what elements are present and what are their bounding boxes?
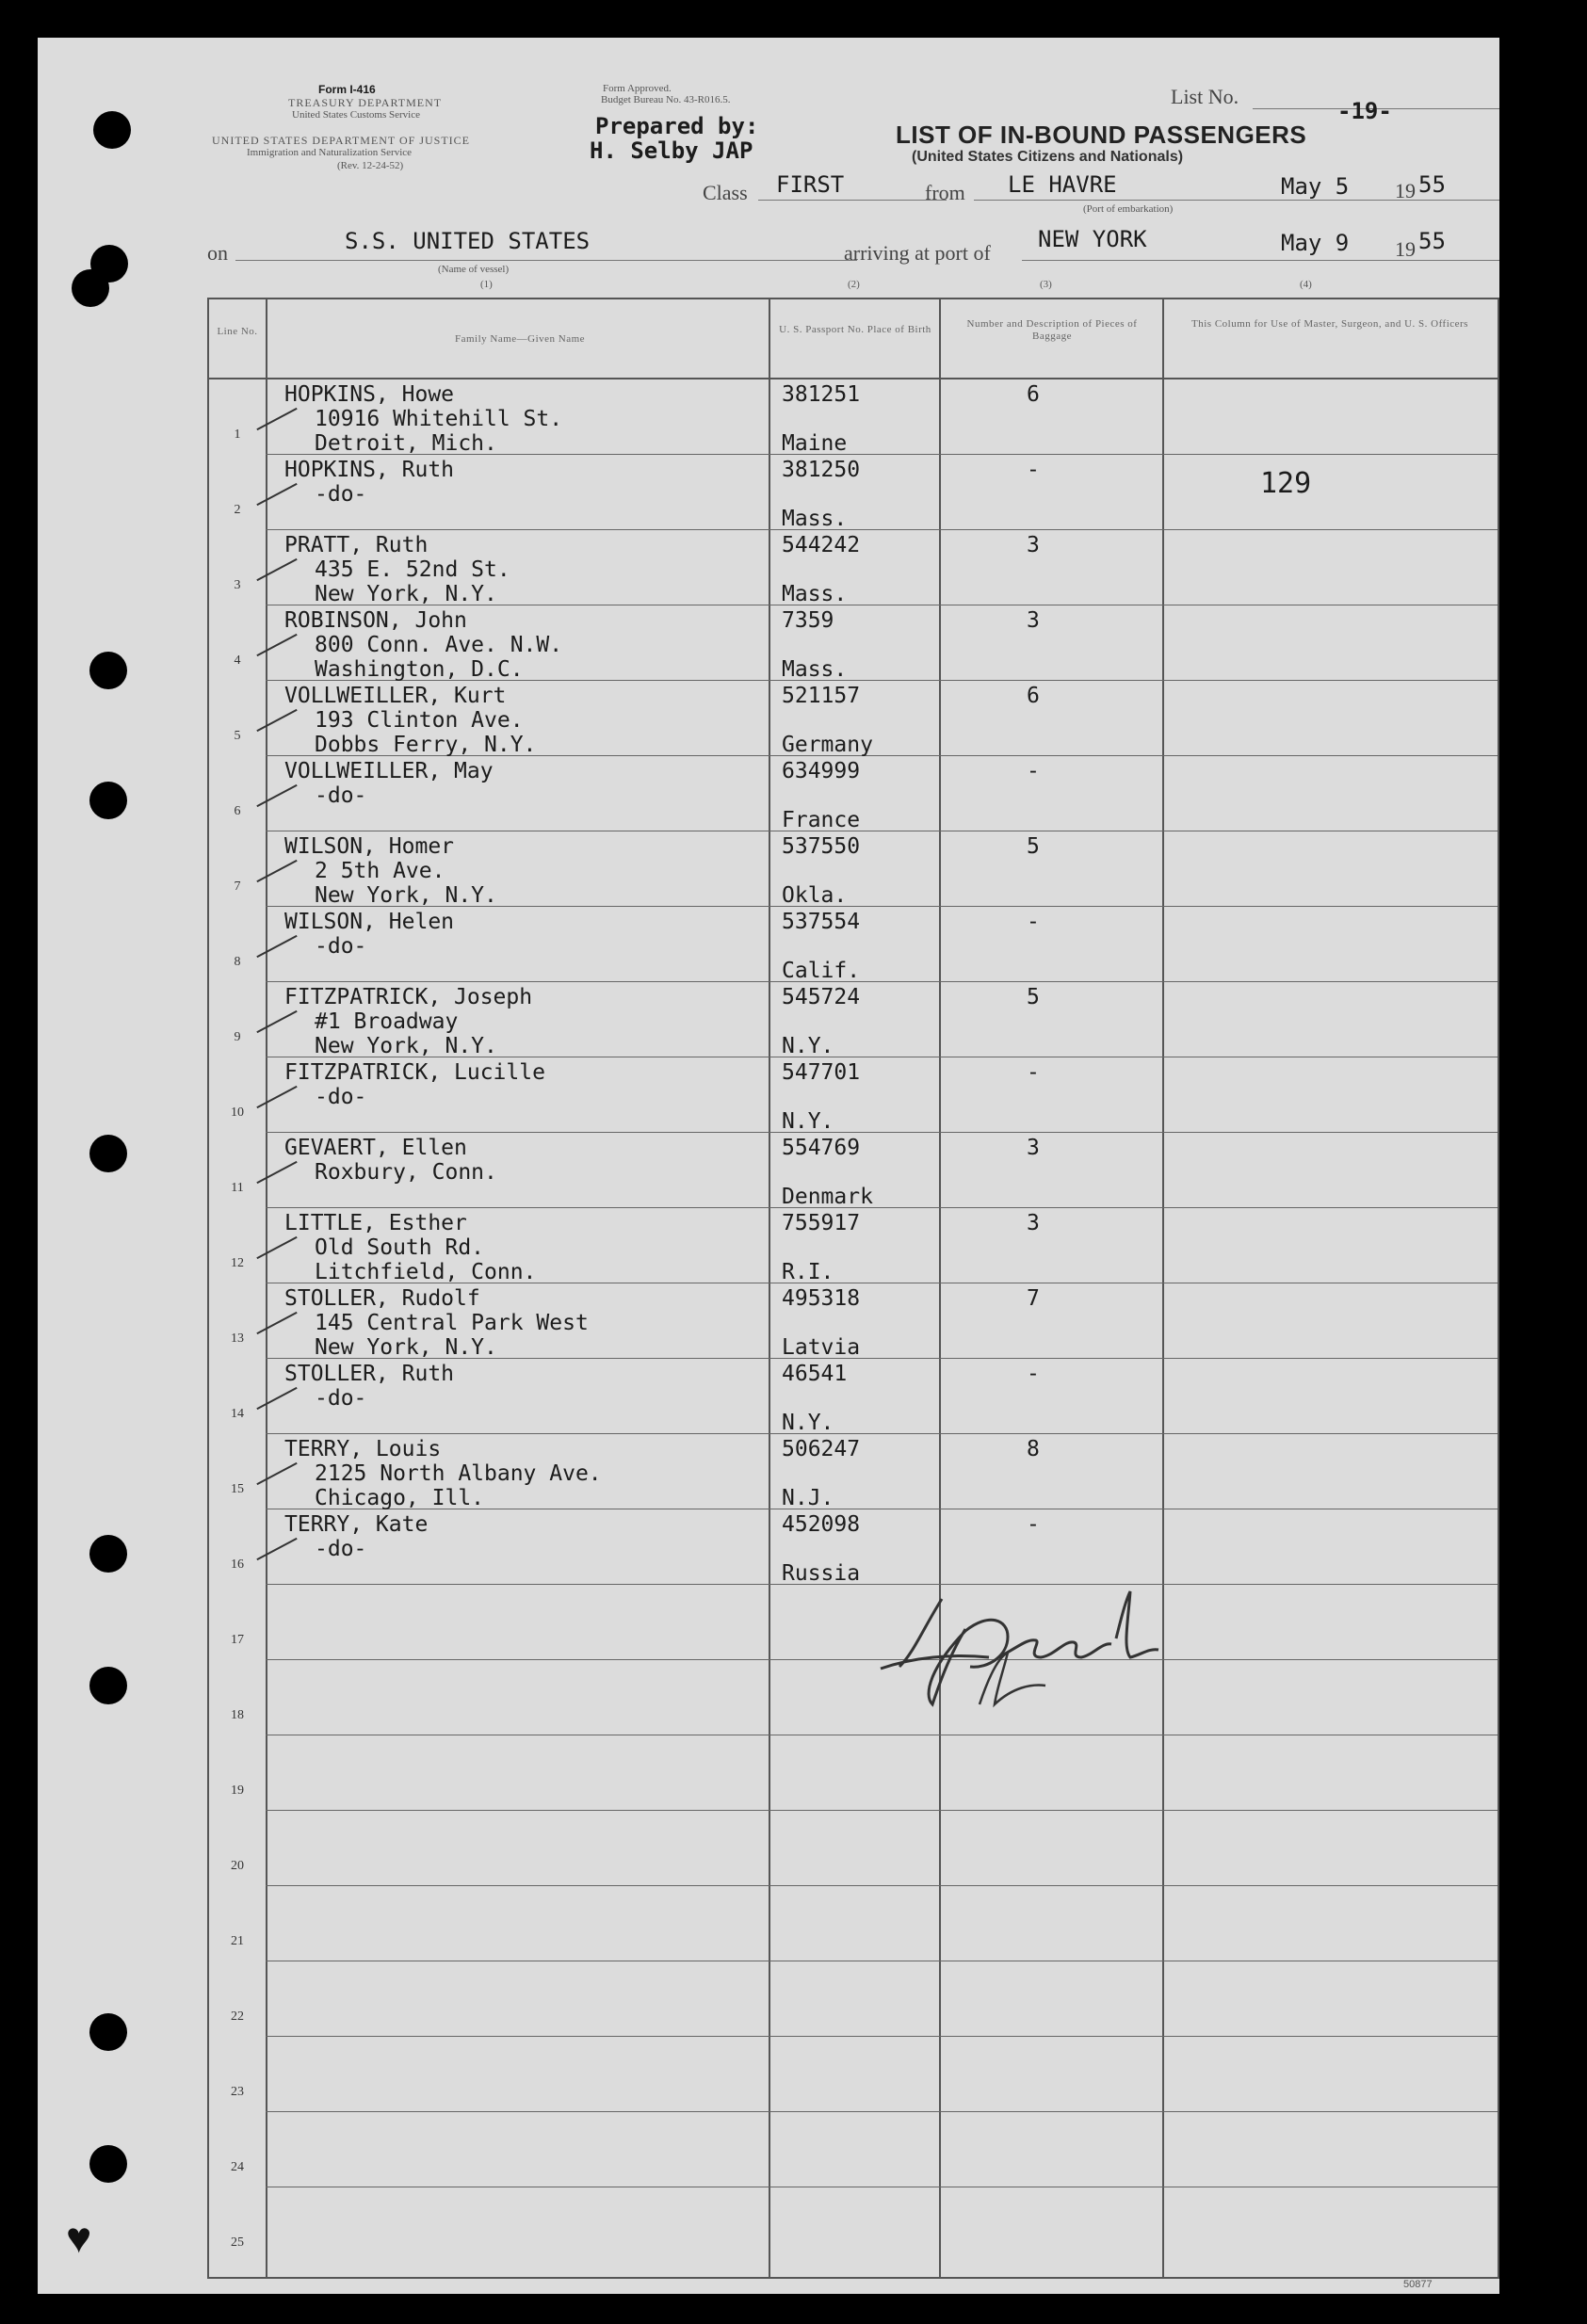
passenger-address: -do- [315, 482, 367, 507]
passenger-name: ROBINSON, John [284, 608, 467, 633]
place-of-birth: N.J. [782, 1486, 834, 1510]
document-subtitle: (United States Citizens and Nationals) [912, 149, 1184, 165]
col-divider [769, 299, 770, 2277]
passenger-address: 193 Clinton Ave. [315, 708, 524, 733]
passenger-address: 2 5th Ave. [315, 859, 445, 883]
arriving-label: arriving at port of [844, 241, 991, 265]
check-mark [256, 634, 297, 656]
passenger-address: -do- [315, 1386, 367, 1411]
line-number: 2 [234, 503, 241, 517]
embarkation-year-prefix: 19 [1395, 179, 1416, 202]
line-number: 16 [231, 1557, 244, 1572]
check-mark [256, 1538, 297, 1560]
passport-number: 381251 [782, 382, 861, 407]
passport-number: 452098 [782, 1512, 861, 1537]
line-number: 17 [231, 1633, 244, 1647]
line-number: 6 [234, 804, 241, 818]
manifest-page [38, 38, 1499, 2294]
row-rule [266, 1885, 1498, 1886]
place-of-birth: Latvia [782, 1335, 861, 1360]
line-number: 15 [231, 1482, 244, 1496]
punch-hole [89, 2145, 127, 2183]
officer-note: 129 [1260, 467, 1312, 500]
passenger-name: VOLLWEILLER, May [284, 759, 494, 783]
place-of-birth: Mass. [782, 582, 848, 606]
embarkation-date: May 5 [1281, 173, 1350, 200]
passport-number: 545724 [782, 985, 861, 1009]
row-rule [266, 1810, 1498, 1811]
vessel-caption: (Name of vessel) [438, 264, 510, 275]
passport-number: 495318 [782, 1286, 861, 1311]
col-divider [1162, 299, 1164, 2277]
passenger-name: STOLLER, Ruth [284, 1362, 455, 1386]
passport-number: 544242 [782, 533, 861, 557]
arrival-line [1022, 260, 1499, 261]
class-label: Class [703, 181, 748, 204]
list-number: -19- [1337, 98, 1392, 124]
col-num-3: (3) [1040, 279, 1052, 290]
line-number: 3 [234, 578, 241, 592]
passenger-address: Washington, D.C. [315, 657, 524, 682]
passenger-address: 435 E. 52nd St. [315, 557, 510, 582]
passport-number: 554769 [782, 1136, 861, 1160]
check-mark [256, 860, 297, 882]
line-number: 23 [231, 2085, 244, 2099]
passenger-name: HOPKINS, Ruth [284, 458, 455, 482]
line-number: 19 [231, 1783, 244, 1798]
baggage-count: 5 [1027, 834, 1040, 859]
baggage-count: 7 [1027, 1286, 1040, 1311]
punch-hole [72, 269, 109, 307]
passport-number: 634999 [782, 759, 861, 783]
passenger-address: 800 Conn. Ave. N.W. [315, 633, 563, 657]
passenger-name: WILSON, Homer [284, 834, 455, 859]
from-label: from [925, 181, 965, 204]
punch-hole [89, 2013, 127, 2051]
line-number: 21 [231, 1934, 244, 1948]
arrival-year-prefix: 19 [1395, 237, 1416, 261]
passport-number: 537550 [782, 834, 861, 859]
form-number: Form I-416 [318, 83, 376, 96]
check-mark [256, 1161, 297, 1184]
passport-number: 506247 [782, 1437, 861, 1461]
passenger-address: -do- [315, 934, 367, 959]
place-of-birth: Denmark [782, 1185, 873, 1209]
dept-treasury: TREASURY DEPARTMENT [288, 96, 443, 109]
baggage-count: - [1027, 458, 1040, 482]
form-revision: (Rev. 12-24-52) [337, 160, 404, 171]
baggage-count: - [1027, 1060, 1040, 1085]
header-rule [209, 378, 1498, 379]
vessel-line [235, 260, 857, 261]
check-mark [256, 1010, 297, 1033]
line-number: 12 [231, 1256, 244, 1270]
check-mark [256, 1236, 297, 1259]
passport-number: 381250 [782, 458, 861, 482]
prepared-by: Prepared by: [595, 113, 759, 139]
passport-number: 537554 [782, 910, 861, 934]
header-baggage: Number and Description of Pieces of Baggage [966, 318, 1138, 342]
line-number: 25 [231, 2235, 244, 2250]
line-number: 9 [234, 1030, 241, 1044]
passenger-address: Old South Rd. [315, 1235, 485, 1260]
passenger-name: FITZPATRICK, Lucille [284, 1060, 545, 1085]
arrival-year: 55 [1418, 228, 1446, 254]
punch-hole [89, 782, 127, 819]
class-value: FIRST [776, 171, 845, 198]
line-number: 1 [234, 428, 241, 442]
check-mark [256, 1462, 297, 1485]
class-line [758, 200, 947, 201]
row-rule [266, 1132, 1498, 1133]
header-name: Family Name—Given Name [454, 333, 586, 345]
passenger-name: FITZPATRICK, Joseph [284, 985, 533, 1009]
prepared-by-name: H. Selby JAP [590, 137, 753, 164]
passport-number: 46541 [782, 1362, 848, 1386]
header-officers: This Column for Use of Master, Surgeon, and U. S. Officers [1191, 318, 1468, 330]
check-mark [256, 1086, 297, 1108]
baggage-count: - [1027, 1512, 1040, 1537]
passenger-address: 2125 North Albany Ave. [315, 1461, 602, 1486]
place-of-birth: Mass. [782, 657, 848, 682]
col-num-4: (4) [1300, 279, 1312, 290]
col-divider [266, 299, 267, 2277]
dept-justice: UNITED STATES DEPARTMENT OF JUSTICE [212, 134, 471, 147]
embarkation-caption: (Port of embarkation) [1083, 203, 1174, 215]
passenger-name: WILSON, Helen [284, 910, 455, 934]
passenger-address: New York, N.Y. [315, 883, 497, 908]
line-number: 18 [231, 1708, 244, 1722]
baggage-count: - [1027, 759, 1040, 783]
check-mark [256, 408, 297, 430]
embarkation-year: 55 [1418, 171, 1446, 198]
list-no-label: List No. [1171, 85, 1239, 108]
passenger-name: HOPKINS, Howe [284, 382, 455, 407]
passenger-name: PRATT, Ruth [284, 533, 429, 557]
row-rule [266, 981, 1498, 982]
passenger-name: GEVAERT, Ellen [284, 1136, 467, 1160]
header-passport: U. S. Passport No. Place of Birth [779, 324, 931, 335]
form-approved: Form Approved. [603, 83, 672, 94]
check-mark [256, 784, 297, 807]
place-of-birth: Russia [782, 1561, 861, 1586]
baggage-count: - [1027, 1362, 1040, 1386]
place-of-birth: France [782, 808, 861, 832]
embarkation-port: LE HAVRE [1008, 171, 1117, 198]
line-number: 4 [234, 654, 241, 668]
passenger-address: -do- [315, 1537, 367, 1561]
check-mark [256, 483, 297, 506]
passport-number: 521157 [782, 684, 861, 708]
baggage-count: 6 [1027, 382, 1040, 407]
punch-hole [89, 652, 127, 689]
passenger-address: Roxbury, Conn. [315, 1160, 497, 1185]
passenger-name: VOLLWEILLER, Kurt [284, 684, 507, 708]
footer-code: 50877 [1403, 2279, 1433, 2290]
budget-bureau: Budget Bureau No. 43-R016.5. [601, 94, 731, 105]
on-label: on [207, 241, 228, 265]
baggage-count: - [1027, 910, 1040, 934]
place-of-birth: R.I. [782, 1260, 834, 1284]
passenger-address: 10916 Whitehill St. [315, 407, 563, 431]
dept-immigration: Immigration and Naturalization Service [247, 147, 413, 158]
line-number: 24 [231, 2160, 244, 2174]
line-number: 20 [231, 1859, 244, 1873]
line-number: 11 [231, 1181, 244, 1195]
passport-number: 7359 [782, 608, 834, 633]
passenger-name: TERRY, Louis [284, 1437, 442, 1461]
col-num-1: (1) [480, 279, 493, 290]
place-of-birth: Calif. [782, 959, 861, 983]
check-mark [256, 558, 297, 581]
line-number: 8 [234, 955, 241, 969]
arrival-port: NEW YORK [1038, 226, 1147, 252]
punch-hole [89, 1135, 127, 1172]
baggage-count: 5 [1027, 985, 1040, 1009]
passenger-name: STOLLER, Rudolf [284, 1286, 480, 1311]
passport-number: 547701 [782, 1060, 861, 1085]
line-number: 13 [231, 1331, 244, 1346]
place-of-birth: N.Y. [782, 1109, 834, 1134]
place-of-birth: Okla. [782, 883, 848, 908]
line-number: 5 [234, 729, 241, 743]
line-number: 22 [231, 2009, 244, 2024]
passenger-address: -do- [315, 783, 367, 808]
line-number: 14 [231, 1407, 244, 1421]
col-divider [939, 299, 941, 2277]
place-of-birth: Maine [782, 431, 848, 456]
arrival-date: May 9 [1281, 230, 1350, 256]
header-line-no: Line No. [217, 326, 258, 337]
baggage-count: 3 [1027, 1211, 1040, 1235]
row-rule [266, 1433, 1498, 1434]
place-of-birth: Germany [782, 733, 873, 757]
place-of-birth: N.Y. [782, 1034, 834, 1058]
passenger-address: 145 Central Park West [315, 1311, 589, 1335]
baggage-count: 8 [1027, 1437, 1040, 1461]
passenger-address: -do- [315, 1085, 367, 1109]
line-number: 7 [234, 880, 241, 894]
passenger-name: TERRY, Kate [284, 1512, 429, 1537]
punch-hole [93, 111, 131, 149]
baggage-count: 3 [1027, 533, 1040, 557]
row-rule [266, 2036, 1498, 2037]
passenger-name: LITTLE, Esther [284, 1211, 467, 1235]
passenger-address: New York, N.Y. [315, 1335, 497, 1360]
punch-hole [89, 1667, 127, 1704]
place-of-birth: Mass. [782, 507, 848, 531]
vessel-name: S.S. UNITED STATES [345, 228, 591, 254]
row-rule [266, 2111, 1498, 2112]
passenger-address: Chicago, Ill. [315, 1486, 485, 1510]
row-rule [266, 1207, 1498, 1208]
line-number: 10 [231, 1106, 244, 1120]
passenger-address: New York, N.Y. [315, 1034, 497, 1058]
passenger-address: Detroit, Mich. [315, 431, 497, 456]
baggage-count: 3 [1027, 1136, 1040, 1160]
check-mark [256, 709, 297, 732]
baggage-count: 3 [1027, 608, 1040, 633]
signature [876, 1563, 1215, 1714]
col-num-2: (2) [848, 279, 860, 290]
from-line [974, 200, 1499, 201]
row-rule [266, 529, 1498, 530]
passenger-address: New York, N.Y. [315, 582, 497, 606]
check-mark [256, 1387, 297, 1410]
baggage-count: 6 [1027, 684, 1040, 708]
passenger-address: Dobbs Ferry, N.Y. [315, 733, 537, 757]
passport-number: 755917 [782, 1211, 861, 1235]
punch-hole [89, 1535, 127, 1573]
document-title: LIST OF IN-BOUND PASSENGERS [896, 121, 1307, 149]
check-mark [256, 1312, 297, 1334]
check-mark [256, 935, 297, 958]
passenger-table [207, 298, 1499, 2279]
corner-mark: ♥ [66, 2214, 92, 2262]
passenger-address: #1 Broadway [315, 1009, 459, 1034]
dept-customs: United States Customs Service [292, 109, 420, 121]
place-of-birth: N.Y. [782, 1411, 834, 1435]
passenger-address: Litchfield, Conn. [315, 1260, 537, 1284]
